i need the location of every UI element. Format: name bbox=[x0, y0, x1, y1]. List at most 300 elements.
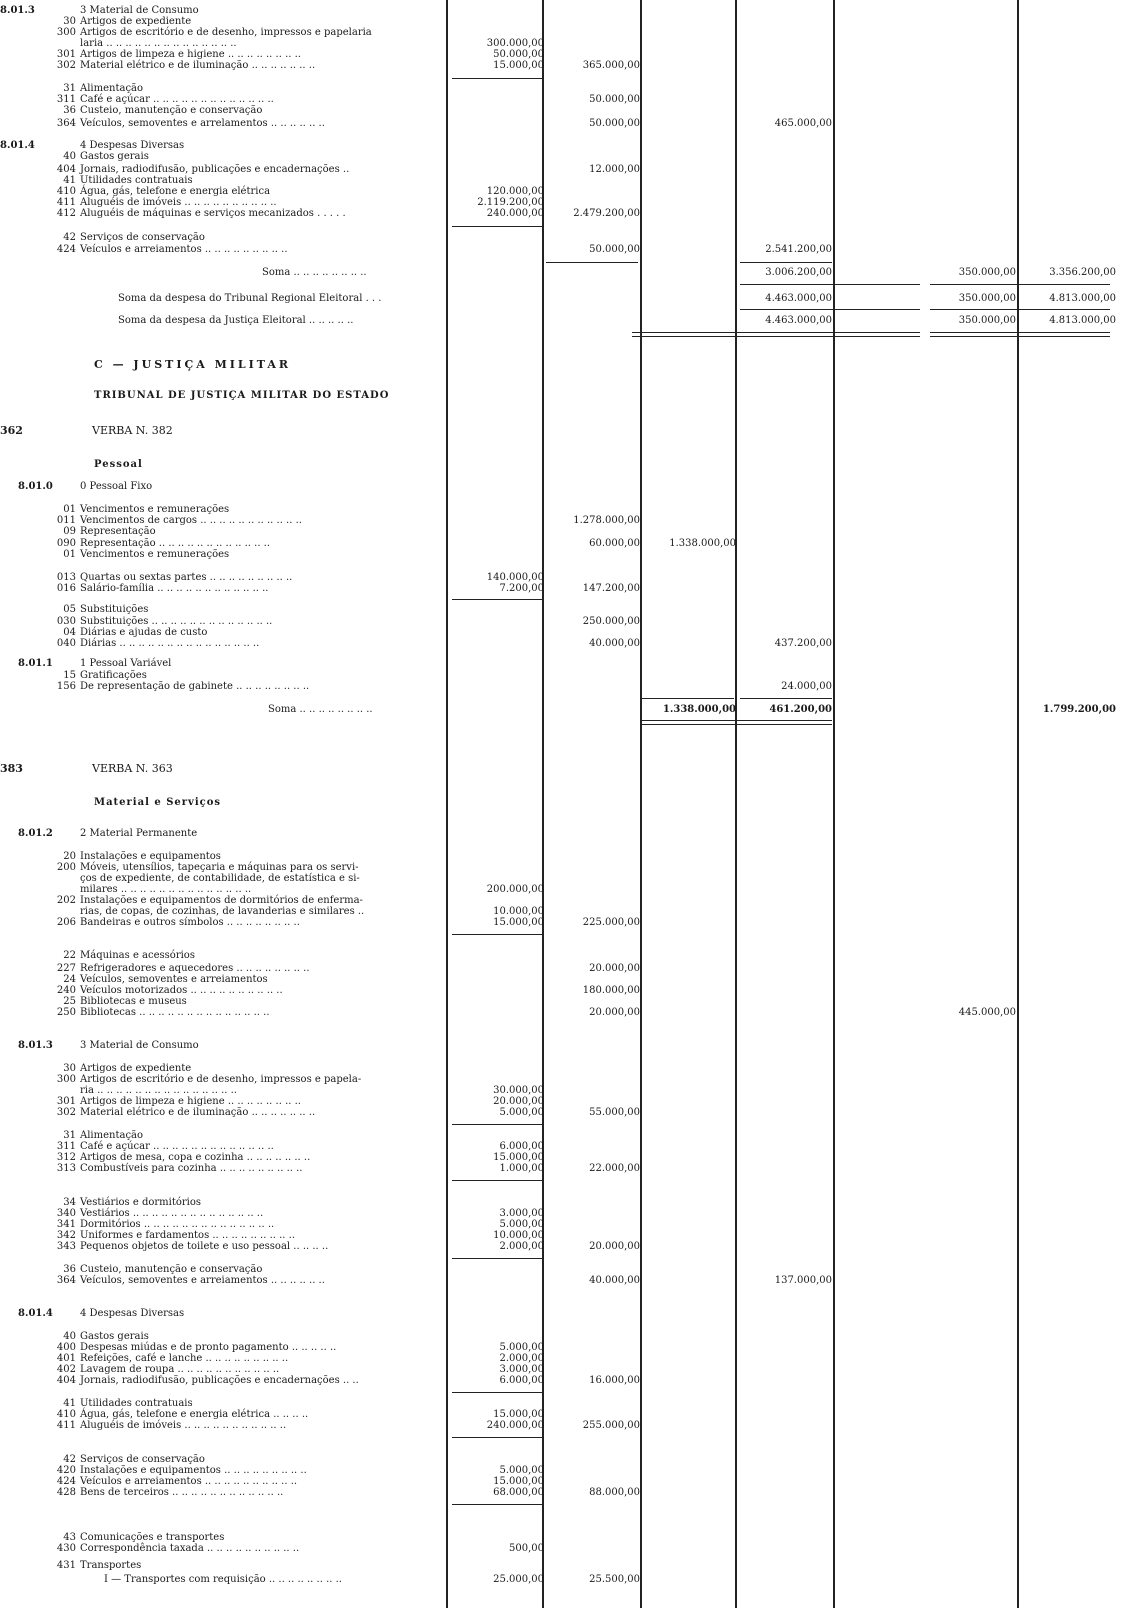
amount: 68.000,00 bbox=[493, 1487, 544, 1498]
item-desc: Jornais, radiodifusão, publicações e encadernações .. .. bbox=[80, 1375, 359, 1386]
amount: 50.000,00 bbox=[589, 94, 640, 105]
item-desc: Salário-família .. .. .. .. .. .. .. .. .. .. .. .. bbox=[80, 583, 269, 594]
table-row bbox=[0, 232, 1122, 244]
subtotal-rule bbox=[740, 698, 832, 699]
amount: 500,00 bbox=[509, 1543, 544, 1554]
item-desc: Comunicações e transportes bbox=[80, 1532, 225, 1543]
amount: 365.000,00 bbox=[582, 60, 640, 71]
amount: 5.000,00 bbox=[499, 1465, 544, 1476]
table-row bbox=[0, 1007, 1122, 1019]
item-desc: Máquinas e acessórios bbox=[80, 950, 195, 961]
item-desc: Material elétrico e de iluminação .. .. .. .. .. .. .. bbox=[80, 60, 316, 71]
subtotal-rule bbox=[740, 262, 832, 263]
item-desc: laria .. .. .. .. .. .. .. .. .. .. .. .. .. .. bbox=[80, 38, 237, 49]
amount: 180.000,00 bbox=[582, 985, 640, 996]
item-desc: Substituições .. .. .. .. .. .. .. .. .. .. .. .. .. bbox=[80, 616, 273, 627]
amount: 225.000,00 bbox=[582, 917, 640, 928]
section-title: C — JUSTIÇA MILITAR bbox=[94, 358, 292, 371]
amount: 10.000,00 bbox=[493, 1230, 544, 1241]
item-code: 22 bbox=[63, 950, 76, 961]
item-desc: De representação de gabinete .. .. .. .. .. .. .. .. bbox=[80, 681, 310, 692]
amount: 15.000,00 bbox=[493, 1476, 544, 1487]
total-rule bbox=[642, 720, 832, 725]
item-desc: Artigos de limpeza e higiene .. .. .. .. .. .. .. .. bbox=[80, 49, 301, 60]
amount: 30.000,00 bbox=[493, 1085, 544, 1096]
item-desc: Água, gás, telefone e energia elétrica .. .. .. .. bbox=[80, 1409, 309, 1420]
account-code: 8.01.3 bbox=[18, 1040, 53, 1051]
item-desc: Gastos gerais bbox=[80, 1331, 149, 1342]
subtotal-rule bbox=[820, 284, 920, 285]
table-row bbox=[0, 658, 1122, 670]
item-desc: Despesas miúdas e de pronto pagamento .. .. .. .. .. bbox=[80, 1342, 337, 1353]
item-desc: ria .. .. .. .. .. .. .. .. .. .. .. .. .. .. .. bbox=[80, 1085, 237, 1096]
item-code: 36 bbox=[63, 105, 76, 116]
subtotal-rule bbox=[452, 1124, 542, 1125]
amount: 1.799.200,00 bbox=[1042, 704, 1116, 715]
item-code: 01 bbox=[63, 504, 76, 515]
item-code: 341 bbox=[56, 1219, 76, 1230]
subtotal-rule bbox=[546, 262, 638, 263]
amount: 25.500,00 bbox=[589, 1574, 640, 1585]
item-code: 402 bbox=[56, 1364, 76, 1375]
amount: 50.000,00 bbox=[589, 118, 640, 129]
amount: 465.000,00 bbox=[774, 118, 832, 129]
amount: 3.000,00 bbox=[499, 1364, 544, 1375]
amount: 16.000,00 bbox=[589, 1375, 640, 1386]
table-row bbox=[0, 208, 1122, 220]
item-desc: Aluguéis de imóveis .. .. .. .. .. .. .. .. .. .. .. bbox=[80, 1420, 287, 1431]
amount: 240.000,00 bbox=[486, 208, 544, 219]
verba-label: VERBA N. 382 bbox=[92, 424, 173, 437]
subtotal-rule bbox=[452, 599, 542, 600]
table-row bbox=[0, 267, 1122, 279]
item-desc: Transportes bbox=[80, 1560, 142, 1571]
item-code: 240 bbox=[56, 985, 76, 996]
item-desc: Veículos, semoventes e arreiamentos .. .. .. .. .. .. bbox=[80, 1275, 325, 1286]
item-code: 24 bbox=[63, 974, 76, 985]
item-desc: Veículos e arreiamentos .. .. .. .. .. .. .. .. .. .. bbox=[80, 1476, 298, 1487]
item-code: 302 bbox=[56, 60, 76, 71]
item-desc: Bandeiras e outros símbolos .. .. .. .. .. .. .. .. bbox=[80, 917, 300, 928]
item-code: 311 bbox=[56, 94, 76, 105]
total-label: Soma .. .. .. .. .. .. .. .. bbox=[262, 267, 367, 278]
item-code: 34 bbox=[63, 1197, 76, 1208]
item-code: 20 bbox=[63, 851, 76, 862]
item-code: 41 bbox=[63, 1398, 76, 1409]
item-code: 30 bbox=[63, 16, 76, 27]
item-desc: ços de expediente, de contabilidade, de estatística e si- bbox=[80, 873, 360, 884]
item-desc: Uniformes e fardamentos .. .. .. .. .. .. .. .. .. bbox=[80, 1230, 296, 1241]
item-code: 40 bbox=[63, 151, 76, 162]
item-desc: Alimentação bbox=[80, 83, 144, 94]
amount: 60.000,00 bbox=[589, 538, 640, 549]
amount: 5.000,00 bbox=[499, 1342, 544, 1353]
item-desc: Representação .. .. .. .. .. .. .. .. .. .. .. .. bbox=[80, 538, 271, 549]
table-row bbox=[0, 828, 1122, 840]
amount: 240.000,00 bbox=[486, 1420, 544, 1431]
amount: 12.000,00 bbox=[589, 164, 640, 175]
amount: 461.200,00 bbox=[769, 704, 832, 715]
amount: 250.000,00 bbox=[582, 616, 640, 627]
item-code: 42 bbox=[63, 1454, 76, 1465]
item-code: 011 bbox=[56, 515, 76, 526]
account-code: 8.01.4 bbox=[0, 140, 35, 151]
item-desc: Utilidades contratuais bbox=[80, 1398, 193, 1409]
table-row bbox=[0, 1375, 1122, 1387]
item-code: 09 bbox=[63, 526, 76, 537]
item-code: 300 bbox=[56, 1074, 76, 1085]
item-desc: Aluguéis de máquinas e serviços mecanizados . . . . . bbox=[80, 208, 346, 219]
subtotal-rule bbox=[452, 226, 542, 227]
item-code: 412 bbox=[56, 208, 76, 219]
item-code: 040 bbox=[56, 638, 76, 649]
account-code: 8.01.0 bbox=[18, 481, 53, 492]
item-code: 301 bbox=[56, 49, 76, 60]
item-code: 31 bbox=[63, 83, 76, 94]
item-desc: Gastos gerais bbox=[80, 151, 149, 162]
amount: 5.000,00 bbox=[499, 1107, 544, 1118]
amount: 10.000,00 bbox=[493, 906, 544, 917]
amount: 5.000,00 bbox=[499, 1219, 544, 1230]
account-code: 8.01.2 bbox=[18, 828, 53, 839]
item-desc: Jornais, radiodifusão, publicações e encadernações .. bbox=[80, 164, 350, 175]
item-desc: 4 Despesas Diversas bbox=[80, 140, 185, 151]
item-code: 36 bbox=[63, 1264, 76, 1275]
item-code: 430 bbox=[56, 1543, 76, 1554]
amount: 55.000,00 bbox=[589, 1107, 640, 1118]
item-desc: Lavagem de roupa .. .. .. .. .. .. .. .. .. .. .. bbox=[80, 1364, 280, 1375]
item-desc: Bibliotecas .. .. .. .. .. .. .. .. .. .. .. .. .. .. bbox=[80, 1007, 270, 1018]
amount: 20.000,00 bbox=[493, 1096, 544, 1107]
item-desc: Artigos de expediente bbox=[80, 1063, 192, 1074]
amount: 137.000,00 bbox=[774, 1275, 832, 1286]
item-code: 090 bbox=[56, 538, 76, 549]
table-row bbox=[0, 526, 1122, 538]
amount: 445.000,00 bbox=[958, 1007, 1016, 1018]
amount: 1.278.000,00 bbox=[573, 515, 640, 526]
item-code: 340 bbox=[56, 1208, 76, 1219]
item-code: 401 bbox=[56, 1353, 76, 1364]
item-desc: Gratificações bbox=[80, 670, 147, 681]
verba-heading bbox=[0, 763, 1122, 775]
table-row bbox=[0, 583, 1122, 595]
total-label: Soma .. .. .. .. .. .. .. .. bbox=[268, 704, 373, 715]
table-row bbox=[0, 549, 1122, 561]
item-desc: Instalações e equipamentos bbox=[80, 851, 221, 862]
item-desc: Diárias .. .. .. .. .. .. .. .. .. .. .. .. .. .. .. bbox=[80, 638, 260, 649]
subtotal-rule bbox=[642, 698, 734, 699]
amount: 2.119.200,00 bbox=[477, 197, 544, 208]
amount: 22.000,00 bbox=[589, 1163, 640, 1174]
amount: 1.338.000,00 bbox=[662, 704, 736, 715]
total-label: Soma da despesa do Tribunal Regional Eleitoral . . . bbox=[118, 293, 382, 304]
item-desc: Vestiários e dormitórios bbox=[80, 1197, 201, 1208]
amount: 3.356.200,00 bbox=[1049, 267, 1116, 278]
item-desc: Diárias e ajudas de custo bbox=[80, 627, 208, 638]
table-row bbox=[0, 950, 1122, 962]
item-desc: Vencimentos de cargos .. .. .. .. .. .. .. .. .. .. .. bbox=[80, 515, 302, 526]
table-row bbox=[0, 1543, 1122, 1555]
verba-number: 383 bbox=[0, 762, 23, 775]
amount: 300.000,00 bbox=[486, 38, 544, 49]
amount: 1.000,00 bbox=[499, 1163, 544, 1174]
table-row bbox=[0, 1308, 1122, 1320]
amount: 50.000,00 bbox=[589, 244, 640, 255]
amount: 7.200,00 bbox=[499, 583, 544, 594]
item-code: 227 bbox=[56, 963, 76, 974]
subtotal-rule bbox=[740, 309, 832, 310]
item-desc: Correspondência taxada .. .. .. .. .. .. .. .. .. .. bbox=[80, 1543, 300, 1554]
table-row bbox=[0, 244, 1122, 256]
item-code: 364 bbox=[56, 118, 76, 129]
item-desc: Substituições bbox=[80, 604, 149, 615]
item-desc: Combustíveis para cozinha .. .. .. .. .. .. .. .. .. bbox=[80, 1163, 303, 1174]
item-desc: 2 Material Permanente bbox=[80, 828, 198, 839]
item-code: 411 bbox=[56, 197, 76, 208]
item-desc: Vestiários .. .. .. .. .. .. .. .. .. .. .. .. .. .. bbox=[80, 1208, 264, 1219]
item-desc: 3 Material de Consumo bbox=[80, 5, 199, 16]
table-row bbox=[0, 151, 1122, 163]
subtotal-rule bbox=[740, 284, 832, 285]
item-desc: Veículos e arreiamentos .. .. .. .. .. .. .. .. .. bbox=[80, 244, 288, 255]
table-row bbox=[0, 118, 1122, 130]
item-code: 424 bbox=[56, 1476, 76, 1487]
item-code: 15 bbox=[63, 670, 76, 681]
subtotal-rule bbox=[820, 309, 920, 310]
amount: 255.000,00 bbox=[582, 1420, 640, 1431]
subtotal-rule bbox=[452, 1392, 542, 1393]
item-desc: Refeições, café e lanche .. .. .. .. .. .. .. .. .. bbox=[80, 1353, 289, 1364]
amount: 6.000,00 bbox=[499, 1375, 544, 1386]
amount: 2.479.200,00 bbox=[573, 208, 640, 219]
total-rule bbox=[930, 332, 1110, 337]
item-code: 312 bbox=[56, 1152, 76, 1163]
total-rule bbox=[632, 332, 832, 337]
amount: 147.200,00 bbox=[582, 583, 640, 594]
item-code: 41 bbox=[63, 175, 76, 186]
table-row bbox=[0, 481, 1122, 493]
item-desc: rias, de copas, de cozinhas, de lavanderias e similares .. bbox=[80, 906, 365, 917]
amount: 88.000,00 bbox=[589, 1487, 640, 1498]
item-code: 030 bbox=[56, 616, 76, 627]
item-desc: Refrigeradores e aquecedores .. .. .. .. .. .. .. .. bbox=[80, 963, 310, 974]
item-code: 400 bbox=[56, 1342, 76, 1353]
item-desc: Custeio, manutenção e conservação bbox=[80, 105, 263, 116]
amount: 350.000,00 bbox=[958, 267, 1016, 278]
item-code: 431 bbox=[56, 1560, 76, 1571]
item-desc: Artigos de escritório e de desenho, impressos e papela- bbox=[80, 1074, 362, 1085]
item-desc: Utilidades contratuais bbox=[80, 175, 193, 186]
item-desc: Representação bbox=[80, 526, 156, 537]
item-desc: Serviços de conservação bbox=[80, 232, 205, 243]
item-code: 01 bbox=[63, 549, 76, 560]
item-desc: Instalações e equipamentos de dormitórios de enferma- bbox=[80, 895, 363, 906]
item-desc: Instalações e equipamentos .. .. .. .. .. .. .. .. .. bbox=[80, 1465, 307, 1476]
item-code: 343 bbox=[56, 1241, 76, 1252]
amount: 140.000,00 bbox=[486, 572, 544, 583]
amount: 2.541.200,00 bbox=[765, 244, 832, 255]
item-desc: I — Transportes com requisição .. .. .. .. .. .. .. .. bbox=[104, 1574, 342, 1585]
amount: 437.200,00 bbox=[774, 638, 832, 649]
item-code: 420 bbox=[56, 1465, 76, 1476]
verba-number: 362 bbox=[0, 424, 23, 437]
item-code: 206 bbox=[56, 917, 76, 928]
item-code: 342 bbox=[56, 1230, 76, 1241]
amount: 2.000,00 bbox=[499, 1241, 544, 1252]
amount: 3.006.200,00 bbox=[765, 267, 832, 278]
item-code: 016 bbox=[56, 583, 76, 594]
item-code: 410 bbox=[56, 186, 76, 197]
table-row bbox=[0, 1107, 1122, 1119]
amount: 350.000,00 bbox=[958, 293, 1016, 304]
item-desc: Artigos de mesa, copa e cozinha .. .. .. .. .. .. .. bbox=[80, 1152, 311, 1163]
item-desc: Vencimentos e remunerações bbox=[80, 504, 230, 515]
item-code: 013 bbox=[56, 572, 76, 583]
amount: 3.000,00 bbox=[499, 1208, 544, 1219]
subtotal-rule bbox=[452, 78, 542, 79]
amount: 4.813.000,00 bbox=[1049, 293, 1116, 304]
subtotal-rule bbox=[930, 284, 1110, 285]
table-row bbox=[0, 638, 1122, 650]
subtotal-rule bbox=[930, 309, 1110, 310]
item-code: 30 bbox=[63, 1063, 76, 1074]
item-code: 302 bbox=[56, 1107, 76, 1118]
table-row bbox=[0, 1275, 1122, 1287]
table-row bbox=[0, 105, 1122, 117]
item-desc: Artigos de limpeza e higiene .. .. .. .. .. .. .. .. bbox=[80, 1096, 301, 1107]
item-desc: Artigos de escritório e de desenho, impressos e papelaria bbox=[80, 27, 372, 38]
item-code: 250 bbox=[56, 1007, 76, 1018]
item-desc: 3 Material de Consumo bbox=[80, 1040, 199, 1051]
table-row bbox=[0, 917, 1122, 929]
item-desc: Veículos, semoventes e arrelamentos .. .. .. .. .. .. bbox=[80, 118, 325, 129]
item-code: 410 bbox=[56, 1409, 76, 1420]
item-code: 428 bbox=[56, 1487, 76, 1498]
amount: 15.000,00 bbox=[493, 1409, 544, 1420]
subtotal-rule bbox=[452, 1180, 542, 1181]
item-desc: Pequenos objetos de toilete e uso pessoal .. .. .. .. bbox=[80, 1241, 329, 1252]
table-row bbox=[0, 604, 1122, 616]
group-title: Material e Serviços bbox=[94, 797, 222, 808]
item-desc: Quartas ou sextas partes .. .. .. .. .. .. .. .. .. bbox=[80, 572, 293, 583]
item-desc: Bibliotecas e museus bbox=[80, 996, 187, 1007]
item-code: 40 bbox=[63, 1331, 76, 1342]
item-desc: 4 Despesas Diversas bbox=[80, 1308, 185, 1319]
item-desc: Dormitórios .. .. .. .. .. .. .. .. .. .. .. .. .. .. bbox=[80, 1219, 275, 1230]
account-code: 8.01.3 bbox=[0, 5, 35, 16]
item-desc: Custeio, manutenção e conservação bbox=[80, 1264, 263, 1275]
subtotal-rule bbox=[452, 1437, 542, 1438]
amount: 350.000,00 bbox=[958, 315, 1016, 326]
amount: 40.000,00 bbox=[589, 1275, 640, 1286]
table-row bbox=[0, 681, 1122, 693]
amount: 50.000,00 bbox=[493, 49, 544, 60]
item-code: 05 bbox=[63, 604, 76, 615]
total-rule bbox=[820, 332, 920, 337]
item-code: 42 bbox=[63, 232, 76, 243]
item-desc: Móveis, utensílios, tapeçaria e máquinas para os servi- bbox=[80, 862, 359, 873]
amount: 120.000,00 bbox=[486, 186, 544, 197]
item-code: 43 bbox=[63, 1532, 76, 1543]
amount: 4.813.000,00 bbox=[1049, 315, 1116, 326]
verba-label: VERBA N. 363 bbox=[92, 762, 173, 775]
amount: 4.463.000,00 bbox=[765, 293, 832, 304]
table-row bbox=[0, 704, 1122, 716]
item-code: 364 bbox=[56, 1275, 76, 1286]
tribunal-title: TRIBUNAL DE JUSTIÇA MILITAR DO ESTADO bbox=[94, 390, 390, 401]
item-desc: 0 Pessoal Fixo bbox=[80, 481, 153, 492]
item-desc: Café e açúcar .. .. .. .. .. .. .. .. .. .. .. .. .. bbox=[80, 94, 274, 105]
amount: 20.000,00 bbox=[589, 1007, 640, 1018]
item-desc: Café e açúcar .. .. .. .. .. .. .. .. .. .. .. .. .. bbox=[80, 1141, 274, 1152]
subtotal-rule bbox=[452, 1258, 542, 1259]
item-desc: Serviços de conservação bbox=[80, 1454, 205, 1465]
verba-heading bbox=[0, 425, 1122, 437]
table-row bbox=[0, 60, 1122, 72]
item-desc: Veículos motorizados .. .. .. .. .. .. .. .. .. .. bbox=[80, 985, 283, 996]
subtotal-rule bbox=[452, 1504, 542, 1505]
item-code: 404 bbox=[56, 164, 76, 175]
item-desc: Artigos de expediente bbox=[80, 16, 192, 27]
item-code: 156 bbox=[56, 681, 76, 692]
table-row bbox=[0, 1040, 1122, 1052]
item-desc: Bens de terceiros .. .. .. .. .. .. .. .. .. .. .. .. bbox=[80, 1487, 284, 1498]
item-code: 200 bbox=[56, 862, 76, 873]
amount: 6.000,00 bbox=[499, 1141, 544, 1152]
table-row bbox=[0, 293, 1122, 305]
amount: 4.463.000,00 bbox=[765, 315, 832, 326]
item-code: 202 bbox=[56, 895, 76, 906]
item-code: 404 bbox=[56, 1375, 76, 1386]
table-row bbox=[0, 1487, 1122, 1499]
item-desc: Veículos, semoventes e arreiamentos bbox=[80, 974, 268, 985]
amount: 2.000,00 bbox=[499, 1353, 544, 1364]
subtotal-rule bbox=[452, 934, 542, 935]
total-label: Soma da despesa da Justiça Eleitoral .. .. .. .. .. bbox=[118, 315, 354, 326]
table-row bbox=[0, 315, 1122, 327]
group-title: Pessoal bbox=[94, 459, 143, 470]
account-code: 8.01.4 bbox=[18, 1308, 53, 1319]
item-desc: Água, gás, telefone e energia elétrica bbox=[80, 186, 271, 197]
item-code: 04 bbox=[63, 627, 76, 638]
amount: 25.000,00 bbox=[493, 1574, 544, 1585]
item-code: 311 bbox=[56, 1141, 76, 1152]
item-code: 300 bbox=[56, 27, 76, 38]
item-desc: Material elétrico e de iluminação .. .. .. .. .. .. .. bbox=[80, 1107, 316, 1118]
item-desc: Aluguéis de imóveis .. .. .. .. .. .. .. .. .. .. bbox=[80, 197, 277, 208]
table-row bbox=[0, 1163, 1122, 1175]
item-desc: 1 Pessoal Variável bbox=[80, 658, 172, 669]
item-code: 25 bbox=[63, 996, 76, 1007]
item-code: 313 bbox=[56, 1163, 76, 1174]
table-row bbox=[0, 1574, 1122, 1586]
item-code: 424 bbox=[56, 244, 76, 255]
item-desc: Vencimentos e remunerações bbox=[80, 549, 230, 560]
item-code: 411 bbox=[56, 1420, 76, 1431]
item-code: 31 bbox=[63, 1130, 76, 1141]
amount: 15.000,00 bbox=[493, 917, 544, 928]
amount: 15.000,00 bbox=[493, 1152, 544, 1163]
table-row bbox=[0, 1420, 1122, 1432]
amount: 1.338.000,00 bbox=[669, 538, 736, 549]
item-code: 301 bbox=[56, 1096, 76, 1107]
amount: 15.000,00 bbox=[493, 60, 544, 71]
amount: 200.000,00 bbox=[486, 884, 544, 895]
item-desc: milares .. .. .. .. .. .. .. .. .. .. .. .. .. .. bbox=[80, 884, 252, 895]
item-desc: Alimentação bbox=[80, 1130, 144, 1141]
amount: 20.000,00 bbox=[589, 963, 640, 974]
table-row bbox=[0, 1560, 1122, 1572]
